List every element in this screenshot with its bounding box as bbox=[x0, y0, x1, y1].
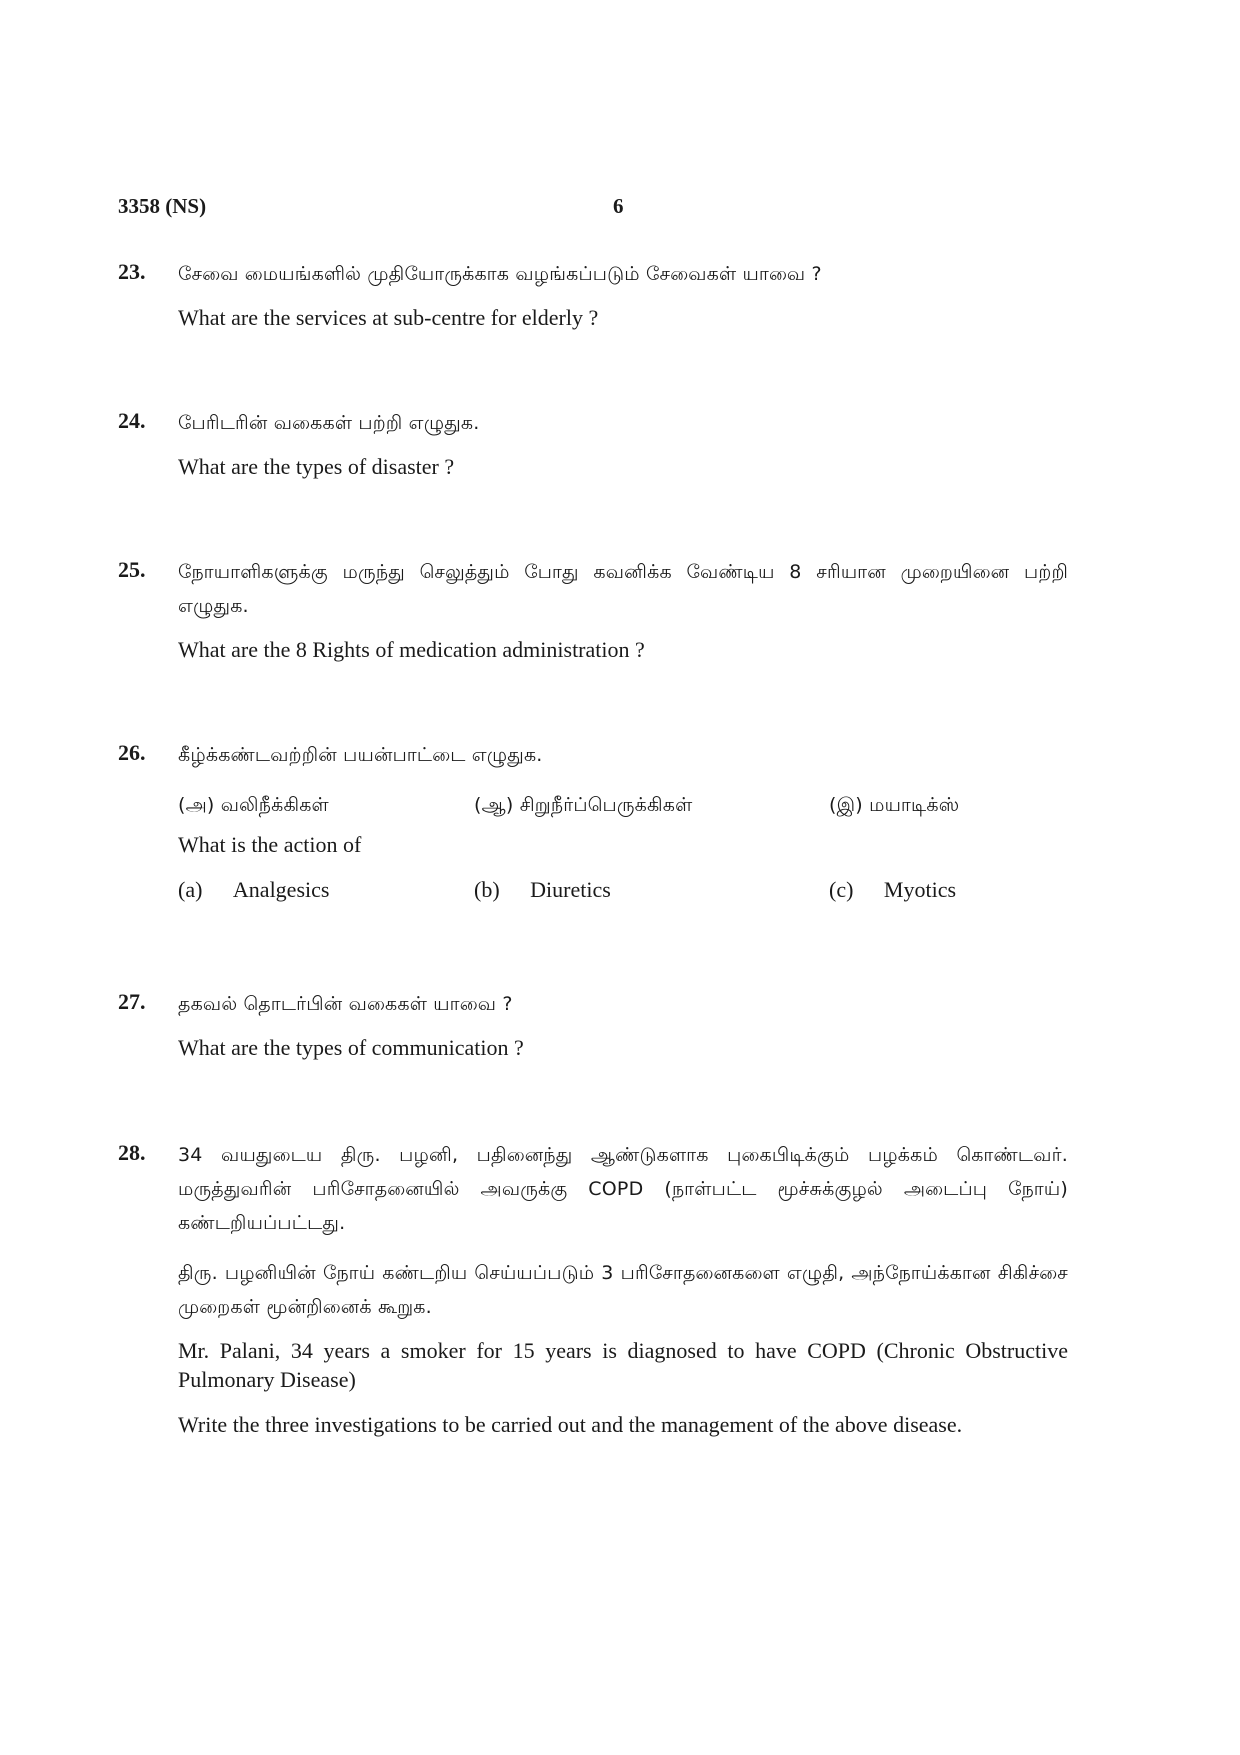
question-english-paragraph-1: Mr. Palani, 34 years a smoker for 15 years is diagnosed to have COPD (Chronic Obstructive Pulmonary Disease) bbox=[178, 1338, 1068, 1392]
question-number: 27. bbox=[118, 989, 146, 1014]
page-number: 6 bbox=[613, 194, 624, 218]
tamil-option-a: (அ) வலிநீக்கிகள் bbox=[178, 794, 329, 816]
tamil-option-b: (ஆ) சிறுநீர்ப்பெருக்கிகள் bbox=[474, 794, 693, 816]
question-number: 28. bbox=[118, 1140, 146, 1165]
tamil-option-c: (இ) மயாடிக்ஸ் bbox=[829, 794, 960, 816]
tamil-options bbox=[178, 788, 1068, 828]
option-text: Analgesics bbox=[232, 877, 330, 902]
question-english: What are the types of communication ? bbox=[178, 1035, 524, 1060]
question-english: What are the 8 Rights of medication administration ? bbox=[178, 637, 645, 662]
question-tamil-paragraph-2: திரு. பழனியின் நோய் கண்டறிய செய்யப்படும் 3 பரிசோதனைகளை எழுதி, அந்நோய்க்கான சிகிச்சை முறைகள் மூன்றினைக் கூறுக. bbox=[178, 1262, 1068, 1318]
english-option-a bbox=[178, 875, 329, 904]
question-tamil: நோயாளிகளுக்கு மருந்து செலுத்தும் போது கவனிக்க வேண்டிய 8 சரியான முறையினை பற்றி எழுதுக. bbox=[178, 561, 1068, 617]
question-english-paragraph-2: Write the three investigations to be carried out and the management of the above disease. bbox=[178, 1412, 963, 1437]
question-23 bbox=[118, 257, 1068, 332]
question-24 bbox=[118, 406, 1068, 481]
question-tamil: கீழ்க்கண்டவற்றின் பயன்பாட்டை எழுதுக. bbox=[178, 744, 543, 766]
question-number: 25. bbox=[118, 557, 146, 582]
option-label: (c) bbox=[829, 877, 854, 902]
question-number: 23. bbox=[118, 259, 146, 284]
question-tamil: பேரிடரின் வகைகள் பற்றி எழுதுக. bbox=[178, 412, 480, 434]
question-26 bbox=[118, 738, 1068, 915]
question-english: What are the types of disaster ? bbox=[178, 454, 455, 479]
english-options bbox=[178, 875, 1068, 915]
question-25 bbox=[118, 555, 1068, 664]
question-tamil-paragraph-1: 34 வயதுடைய திரு. பழனி, பதினைந்து ஆண்டுகளாக புகைபிடிக்கும் பழக்கம் கொண்டவர். மருத்துவரின் பரிசோதனையில் அவருக்கு COPD (நாள்பட்ட மூச்சுக்குழல் அடைப்பு நோய்) கண்டறியப்பட்டது. bbox=[178, 1144, 1068, 1234]
option-label: (b) bbox=[474, 877, 500, 902]
option-label: (a) bbox=[178, 877, 203, 902]
question-tamil: தகவல் தொடர்பின் வகைகள் யாவை ? bbox=[178, 993, 513, 1015]
question-tamil: சேவை மையங்களில் முதியோருக்காக வழங்கப்படும் சேவைகள் யாவை ? bbox=[178, 263, 822, 285]
english-option-c bbox=[829, 875, 956, 904]
question-28 bbox=[118, 1138, 1068, 1439]
english-option-b bbox=[474, 875, 611, 904]
option-text: Diuretics bbox=[530, 877, 611, 902]
question-number: 26. bbox=[118, 740, 146, 765]
question-english: What is the action of bbox=[178, 832, 362, 857]
question-number: 24. bbox=[118, 408, 146, 433]
exam-code: 3358 (NS) bbox=[118, 194, 207, 218]
question-27 bbox=[118, 987, 1068, 1062]
option-text: Myotics bbox=[883, 877, 957, 902]
question-english: What are the services at sub-centre for elderly ? bbox=[178, 305, 599, 330]
